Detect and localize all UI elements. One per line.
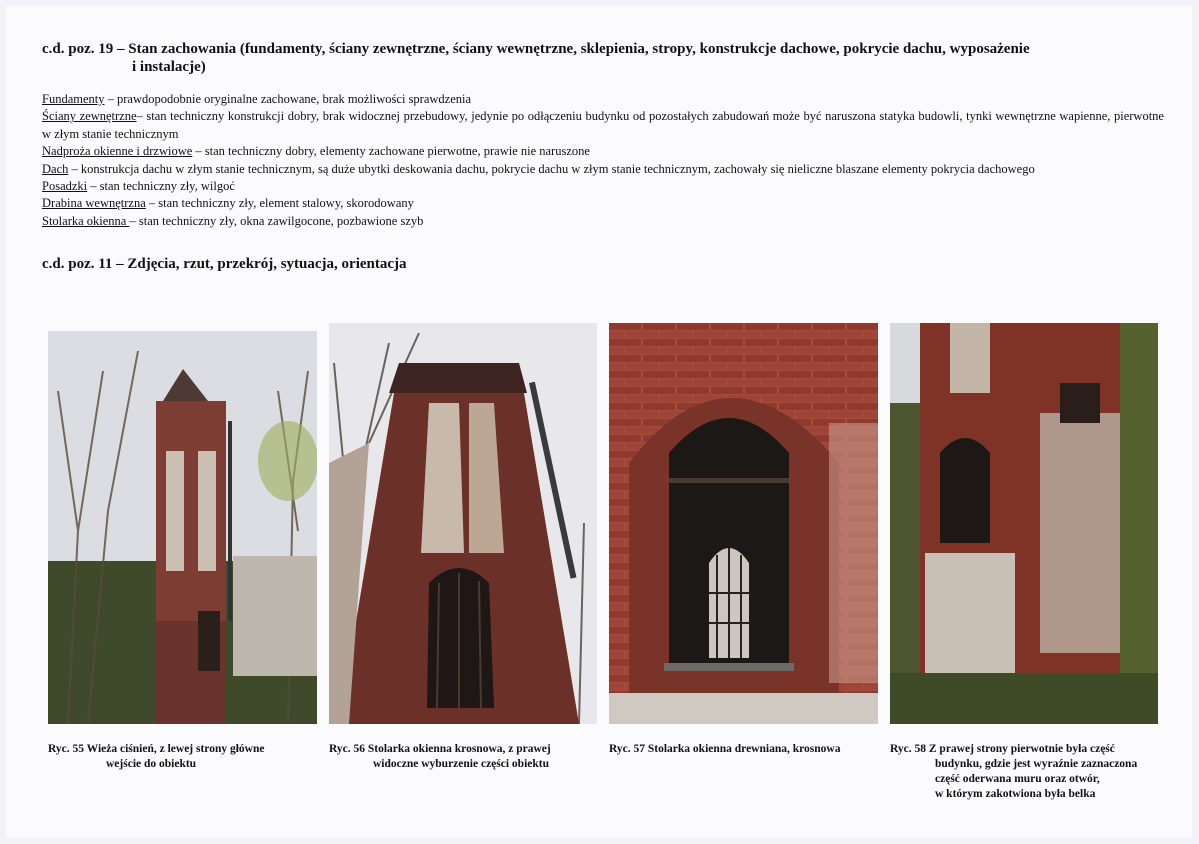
- condition-text: – konstrukcja dachu w złym stanie technicznym, są duże ubytki deskowania dachu, pokrycie dachu w złym stanie technicznym, zachowały się nieliczne blaszane elementy pokrycia dachowego: [68, 161, 1035, 176]
- condition-item: [42, 213, 1164, 230]
- caption-line: Ryc. 58 Z prawej strony pierwotnie była część: [890, 743, 1115, 755]
- condition-term: Drabina wewnętrzna: [42, 196, 146, 211]
- caption-line: wejście do obiektu: [106, 758, 197, 770]
- caption-ryc-56: [329, 742, 597, 772]
- condition-term: Fundamenty: [42, 92, 105, 106]
- caption-line: budynku, gdzie jest wyraźnie zaznaczona: [935, 758, 1138, 770]
- condition-text: – prawdopodobnie oryginalne zachowane, brak możliwości sprawdzenia: [104, 92, 472, 106]
- caption-ryc-55: [48, 742, 316, 772]
- condition-text: – stan techniczny zły, okna zawilgocone, pozbawione szyb: [129, 213, 424, 228]
- condition-term: Posadzki: [42, 179, 88, 194]
- condition-item: [42, 178, 1164, 195]
- condition-item: [42, 195, 1164, 212]
- photo-arched-window: [609, 323, 878, 724]
- condition-item: [42, 143, 1164, 160]
- condition-term: Ściany zewnętrzne: [42, 109, 137, 124]
- photos-heading: c.d. poz. 11 – Zdjęcia, rzut, przekrój, sytuacja, orientacja: [42, 256, 407, 272]
- condition-term: Stolarka okienna: [42, 213, 130, 228]
- photo-water-tower: [48, 331, 317, 724]
- condition-text: – stan techniczny zły, wilgoć: [87, 179, 235, 194]
- condition-list: [42, 91, 1164, 230]
- section-heading-line1: c.d. poz. 19 – Stan zachowania (fundamenty, ściany zewnętrzne, ściany wewnętrzne, sklepienia, stropy, konstrukcje dachowe, pokrycie dachu, wyposażenie: [42, 41, 1030, 57]
- section-heading: [42, 40, 1102, 76]
- caption-line: część oderwana muru oraz otwór,: [935, 773, 1100, 785]
- condition-text: – stan techniczny konstrukcji dobry, brak widocznej przebudowy, jedynie po odłączeniu budynku od pozostałych zabudowań może być naruszona statyka budowli, tynki wewnętrzne wapienne, pierwotne w złym stanie technicznym: [42, 109, 1164, 141]
- condition-item: [42, 161, 1164, 178]
- condition-term: Nadproża okienne i drzwiowe: [42, 144, 193, 159]
- caption-line: widoczne wyburzenie części obiektu: [373, 758, 549, 770]
- photo-tower-window: [329, 323, 597, 724]
- condition-text: – stan techniczny zły, element stalowy, skorodowany: [145, 196, 414, 211]
- condition-item: [42, 108, 1164, 143]
- caption-line: Ryc. 56 Stolarka okienna krosnowa, z prawej: [329, 743, 551, 755]
- condition-item: [42, 91, 1164, 108]
- condition-text: – stan techniczny dobry, elementy zachowane pierwotne, prawie nie naruszone: [192, 144, 590, 159]
- condition-term: Dach: [42, 161, 69, 176]
- caption-line: Ryc. 57 Stolarka okienna drewniana, krosnowa: [609, 743, 841, 755]
- caption-line: Ryc. 55 Wieża ciśnień, z lewej strony główne: [48, 743, 265, 755]
- caption-ryc-58: [890, 742, 1158, 802]
- caption-ryc-57: [609, 742, 879, 757]
- caption-line: w którym zakotwiona była belka: [935, 788, 1096, 800]
- photo-broken-wall: [890, 323, 1158, 724]
- section-heading-line2: i instalacje): [132, 59, 206, 75]
